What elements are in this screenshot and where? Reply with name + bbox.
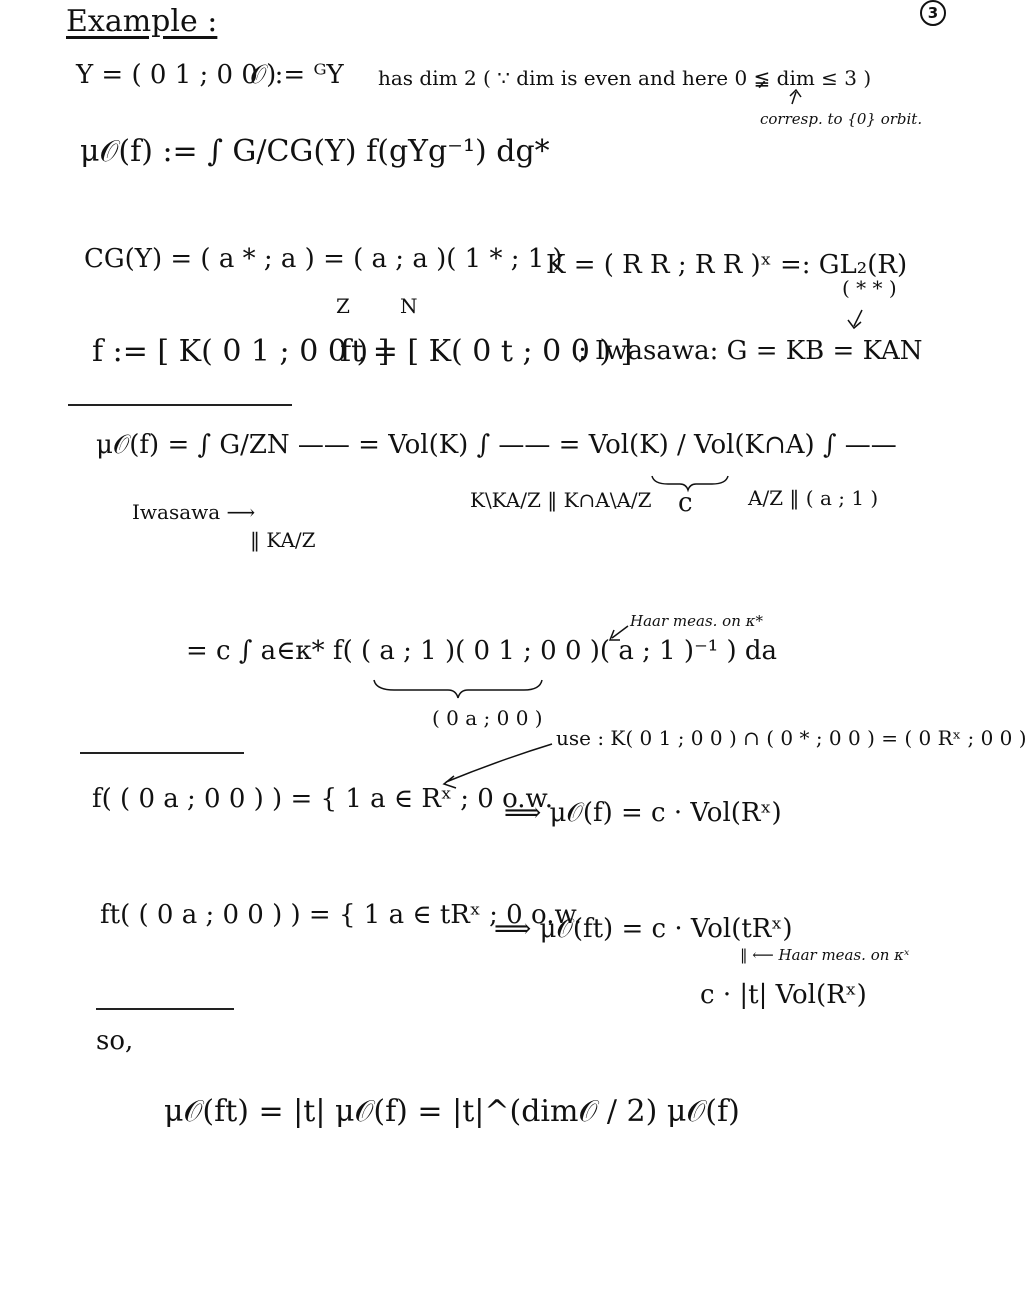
so-label: so, xyxy=(96,1026,134,1056)
orbit-definition: 𝒪 := ᴳΥ xyxy=(250,60,344,90)
gamma-definition: Υ = ( 0 1 ; 0 0 ) xyxy=(76,60,277,90)
ft-orbital-result-scaled: c · |t| Vol(Rˣ) xyxy=(700,980,867,1010)
quotient-equality-1: ‖ KA/Z xyxy=(250,528,316,552)
underbrace-c xyxy=(652,476,728,490)
intersection-note: use : K( 0 1 ; 0 0 ) ∩ ( 0 * ; 0 0 ) = ( 0 Rˣ ; 0 0 ) xyxy=(556,726,1027,750)
k-definition: K = ( R R ; R R )ˣ =: GL₂(R) xyxy=(546,250,908,280)
haar-arrow-icon xyxy=(610,626,628,640)
f-orbital-result: ⟹ μ𝒪(f) = c · Vol(Rˣ) xyxy=(504,798,782,828)
orbital-integral-definition: μ𝒪(f) := ∫ G/CG(Υ) f(gΥg⁻¹) dg* xyxy=(80,134,550,169)
final-scaling-identity: μ𝒪(ft) = |t| μ𝒪(f) = |t|^(dim𝒪 / 2) μ𝒪(f) xyxy=(164,1094,740,1129)
f-definition: f := [ K( 0 1 ; 0 0 ) ] xyxy=(92,334,390,369)
integral-decomposition: μ𝒪(f) = ∫ G/ZN —— = Vol(K) ∫ —— = Vol(K) / Vol(K∩A) ∫ —— xyxy=(96,430,897,460)
small-arrow-icon xyxy=(790,90,801,104)
quotient-equality-3: A/Z ‖ ( a ; 1 ) xyxy=(748,486,879,510)
centralizer-formula: CG(Υ) = ( a * ; a ) = ( a ; a )( 1 * ; 1 ) xyxy=(84,244,563,274)
constant-c-label: c xyxy=(678,488,693,518)
label-z: Z xyxy=(336,294,350,318)
iwasawa-label: Iwasawa ⟶ xyxy=(132,500,256,524)
ft-case-definition: ft( ( 0 a ; 0 0 ) ) = { 1 a ∈ tRˣ ; 0 o.w. xyxy=(100,900,582,930)
dimension-note: has dim 2 ( ∵ dim is even and here 0 ≨ dim ≤ 3 ) xyxy=(378,66,872,90)
ft-orbital-result: ⟹ μ𝒪(ft) = c · Vol(tRˣ) xyxy=(494,914,793,944)
ft-definition: ft = [ K( 0 t ; 0 0 ) ] xyxy=(340,334,633,369)
use-arrow-icon xyxy=(444,744,552,788)
star-matrix: ( * * ) xyxy=(842,276,897,300)
underbrace-product xyxy=(374,680,542,698)
ft-haar-note: ‖ ⟵ Haar meas. on κˣ xyxy=(740,946,910,964)
quotient-equality-2: K\KA/Z ‖ K∩A\A/Z xyxy=(470,488,652,512)
heading: Example : xyxy=(66,4,218,39)
orbit-correspondence-note: corresp. to {0} orbit. xyxy=(760,110,923,128)
underbrace-result: ( 0 a ; 0 0 ) xyxy=(432,706,543,730)
iwasawa-decomposition: ; Iwasawa: G = KB = KAN xyxy=(578,336,923,366)
label-n: N xyxy=(400,294,418,318)
f-case-definition: f( ( 0 a ; 0 0 ) ) = { 1 a ∈ Rˣ ; 0 o.w. xyxy=(92,784,553,814)
page-number: 3 xyxy=(920,0,946,26)
integral-over-kappa: = c ∫ a∈κ* f( ( a ; 1 )( 0 1 ; 0 0 )( a ; 1 )⁻¹ ) da xyxy=(186,636,778,666)
haar-measure-note: Haar meas. on κ* xyxy=(630,612,763,630)
down-arrow-icon xyxy=(848,310,862,328)
